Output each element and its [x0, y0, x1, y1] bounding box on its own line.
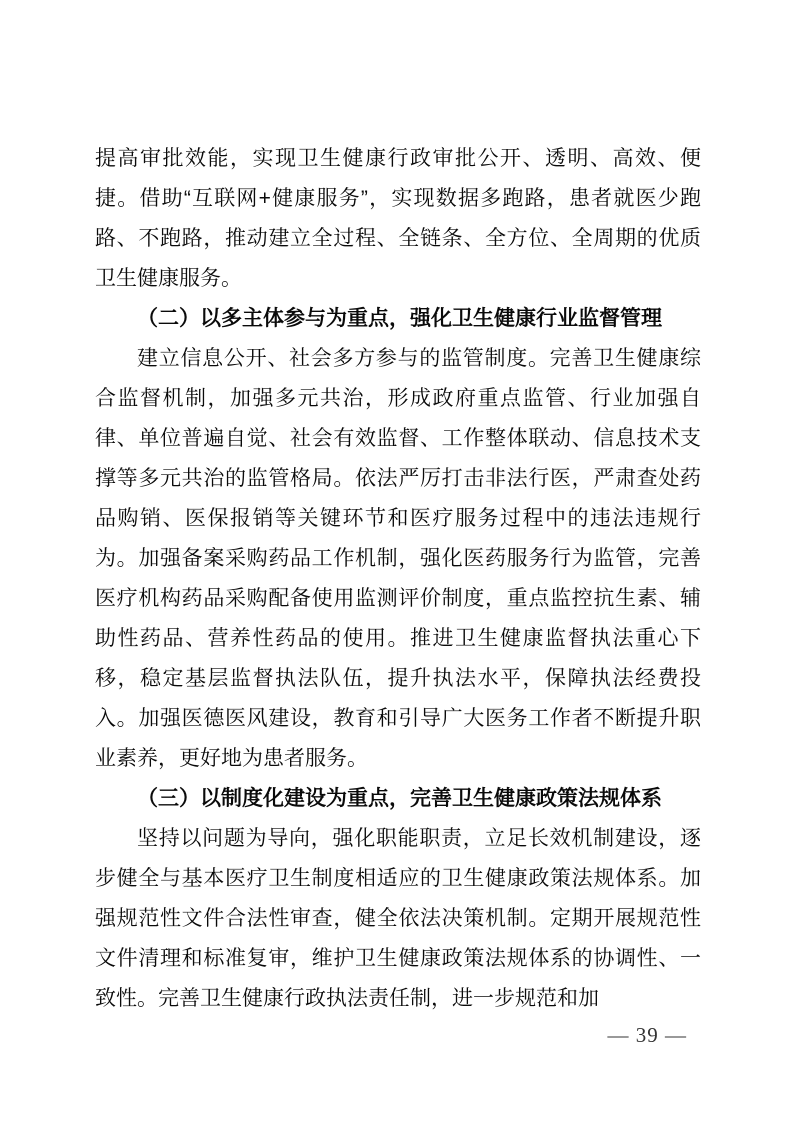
- paragraph-section-2: 建立信息公开、社会多方参与的监管制度。完善卫生健康综合监督机制，加强多元共治，形成政府重点监管、行业加强自律、单位普遍自觉、社会有效监督、工作整体联动、信息技术支撑等多元共治的监管格局。依法严厉打击非法行医，严肃查处药品购销、医保报销等关键环节和医疗服务过程中的违法违规行为。加强备案采购药品工作机制，强化医药服务行为监管，完善医疗机构药品采购配备使用监测评价制度，重点监控抗生素、辅助性药品、营养性药品的使用。推进卫生健康监督执法重心下移，稳定基层监督执法队伍，提升执法水平，保障执法经费投入。加强医德医风建设，教育和引导广大医务工作者不断提升职业素养，更好地为患者服务。: [95, 347, 701, 770]
- paragraph-continued: 提高审批效能，实现卫生健康行政审批公开、透明、高效、便捷。借助“互联网+健康服务”，实现数据多跑路，患者就医少跑路、不跑路，推动建立全过程、全链条、全方位、全周期的优质卫生健康服务。: [95, 147, 701, 290]
- paragraph-section-3: 坚持以问题为导向，强化职能职责，立足长效机制建设，逐步健全与基本医疗卫生制度相适应的卫生健康政策法规体系。加强规范性文件合法性审查，健全依法决策机制。定期开展规范性文件清理和标准复审，维护卫生健康政策法规体系的协调性、一致性。完善卫生健康行政执法责任制，进一步规范和加: [95, 827, 701, 1010]
- page-number: — 39 —: [607, 1023, 687, 1047]
- section-heading-3: （三）以制度化建设为重点，完善卫生健康政策法规体系: [137, 787, 662, 810]
- document-body: [95, 139, 701, 1019]
- section-heading-2: （二）以多主体参与为重点，强化卫生健康行业监督管理: [137, 307, 662, 330]
- page-footer: [608, 1022, 688, 1048]
